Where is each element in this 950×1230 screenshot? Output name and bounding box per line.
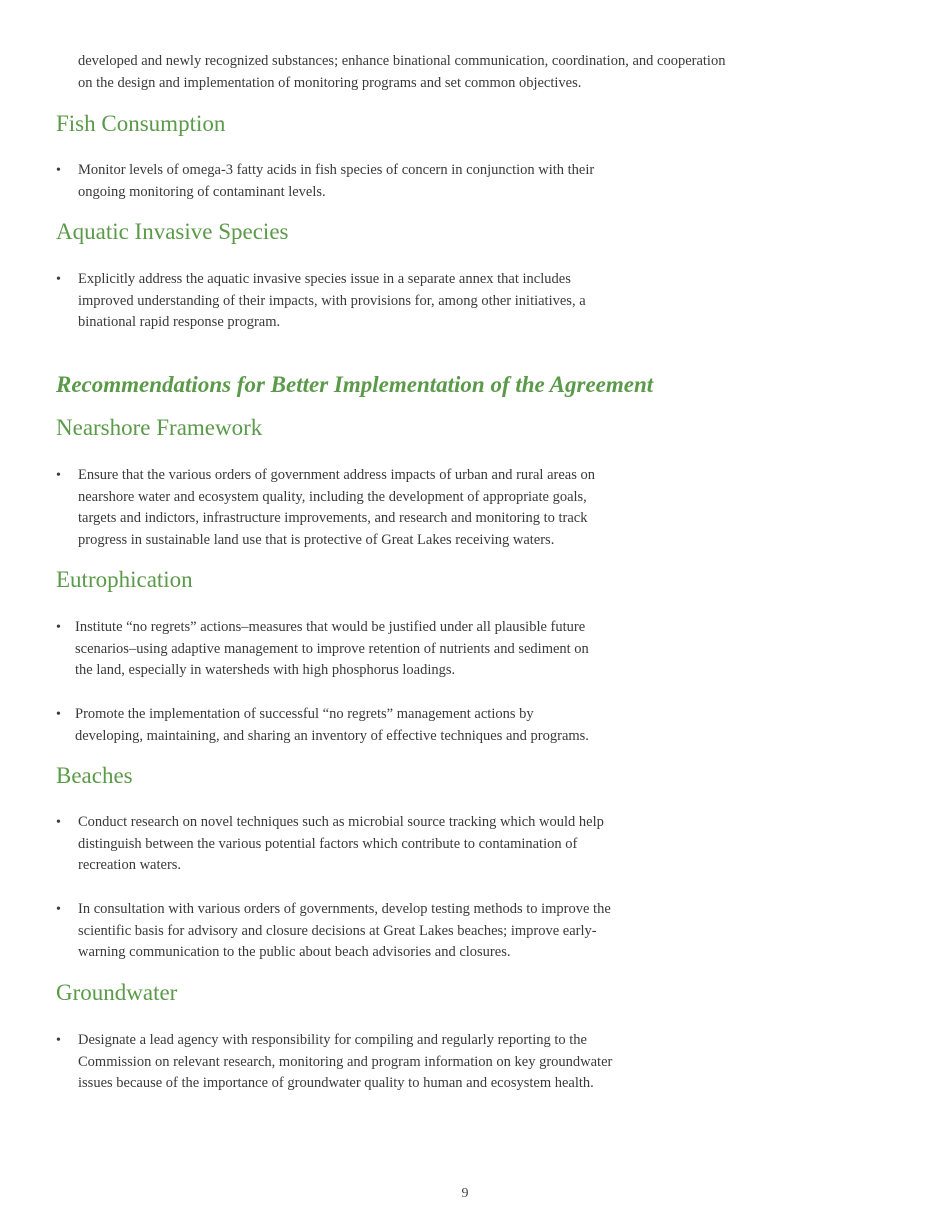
page-number: 9 bbox=[461, 1186, 469, 1201]
list-item bbox=[56, 1030, 656, 1095]
bullet-icon: • bbox=[56, 707, 61, 722]
bullet-icon: • bbox=[56, 272, 61, 287]
list-item bbox=[56, 899, 656, 964]
heading-nearshore-framework: Nearshore Framework bbox=[56, 415, 263, 440]
list-item bbox=[56, 269, 656, 334]
bullet-icon: • bbox=[56, 620, 61, 635]
list-item-text: Monitor levels of omega-3 fatty acids in fish species of concern in conjunction with their ongoing monitoring of contaminant levels. bbox=[78, 162, 595, 200]
bullet-icon: • bbox=[56, 468, 61, 483]
heading-beaches: Beaches bbox=[56, 763, 133, 788]
list-item-text: In consultation with various orders of governments, develop testing methods to improve the scientific basis for advisory and closure decisions at Great Lakes beaches; improve early-warning communication to the public about beach advisories and closures. bbox=[78, 901, 611, 961]
list-item bbox=[56, 704, 656, 747]
list-item bbox=[56, 465, 656, 552]
heading-groundwater: Groundwater bbox=[56, 980, 178, 1005]
bullet-icon: • bbox=[56, 163, 61, 178]
bullet-icon: • bbox=[56, 1033, 61, 1048]
list-item-text: Ensure that the various orders of government address impacts of urban and rural areas on nearshore water and ecosystem quality, including the development of appropriate goals, targets and indictors, infrastructure improvements, and research and monitoring to track progress in sustainable land use that is protective of Great Lakes receiving waters. bbox=[78, 467, 595, 549]
heading-fish-consumption: Fish Consumption bbox=[56, 111, 226, 136]
bullet-icon: • bbox=[56, 902, 61, 917]
list-item bbox=[56, 160, 656, 203]
list-item-text: Promote the implementation of successful “no regrets” management actions by developing, maintaining, and sharing an inventory of effective techniques and programs. bbox=[75, 706, 589, 744]
list-item-text: Designate a lead agency with responsibility for compiling and regularly reporting to the Commission on relevant research, monitoring and program information on key groundwater issues because of the importance of groundwater quality to human and ecosystem health. bbox=[78, 1032, 613, 1092]
continuation-paragraph: developed and newly recognized substances; enhance binational communication, coordination, and cooperation on the design and implementation of monitoring programs and set common objectives. bbox=[78, 53, 726, 91]
list-item-text: Conduct research on novel techniques such as microbial source tracking which would help distinguish between the various potential factors which contribute to contamination of recreation waters. bbox=[78, 814, 604, 874]
heading-aquatic-invasive-species: Aquatic Invasive Species bbox=[56, 219, 289, 244]
bullet-icon: • bbox=[56, 815, 61, 830]
recommendations-title: Recommendations for Better Implementation of the Agreement bbox=[56, 372, 654, 397]
heading-eutrophication: Eutrophication bbox=[56, 567, 193, 592]
list-item bbox=[56, 617, 656, 682]
list-item-text: Explicitly address the aquatic invasive species issue in a separate annex that includes improved understanding of their impacts, with provisions for, among other initiatives, a binational rapid response program. bbox=[78, 271, 586, 331]
list-item bbox=[56, 812, 656, 877]
list-item-text: Institute “no regrets” actions–measures that would be justified under all plausible future scenarios–using adaptive management to improve retention of nutrients and sediment on the land, especially in watersheds with high phosphorus loadings. bbox=[75, 619, 589, 679]
